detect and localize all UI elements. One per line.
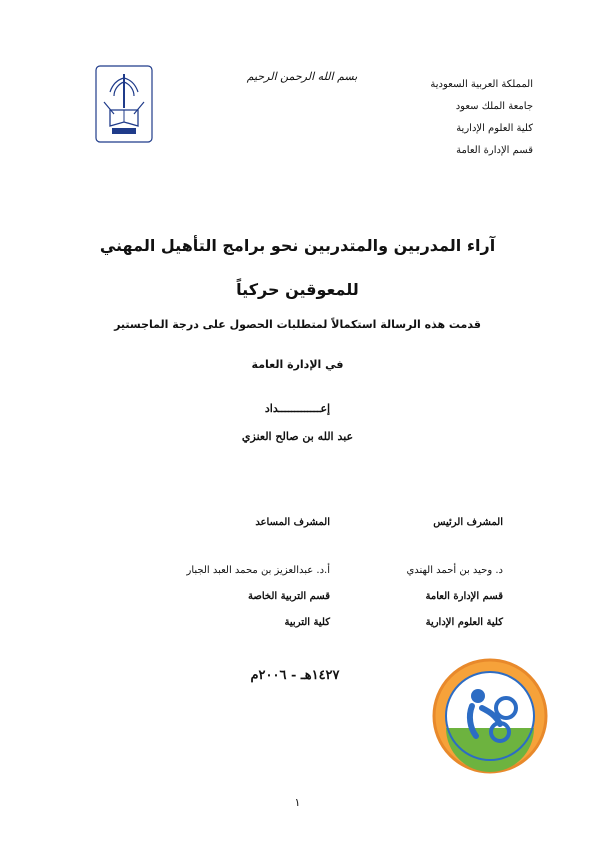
assistant-supervisor-dept: قسم التربية الخاصة bbox=[247, 591, 330, 602]
submission-statement-line1: قدمت هذه الرسالة استكمالاً لمتطلبات الحصول على درجة الماجستير bbox=[114, 318, 481, 331]
header-line-country: المملكة العربية السعودية bbox=[430, 79, 533, 90]
author-name: عبد الله بن صالح العنزي bbox=[241, 430, 354, 443]
basmala: بسم الله الرحمن الرحيم bbox=[246, 70, 358, 83]
university-logo-icon bbox=[90, 62, 158, 146]
assistant-supervisor-college: كلية التربية bbox=[284, 617, 330, 628]
assistant-supervisor-label: المشرف المساعد bbox=[255, 517, 330, 528]
institution-header bbox=[373, 74, 533, 162]
submission-date: ١٤٢٧هـ - ٢٠٠٦م bbox=[250, 668, 340, 683]
assistant-supervisor-name: أ.د. عبدالعزيز بن محمد العبد الجبار bbox=[186, 565, 330, 576]
thesis-title-line2: للمعوقين حركياً bbox=[236, 280, 359, 299]
main-supervisor-label: المشرف الرئيس bbox=[433, 517, 503, 528]
header-line-department: قسم الإدارة العامة bbox=[456, 145, 533, 156]
main-supervisor-name: د. وحيد بن أحمد الهندي bbox=[406, 565, 503, 576]
prepared-by-label: إعـــــــــــــداد bbox=[264, 402, 331, 415]
header-line-college: كلية العلوم الإدارية bbox=[456, 123, 533, 134]
main-supervisor-college: كلية العلوم الإدارية bbox=[425, 617, 503, 628]
header-line-university: جامعة الملك سعود bbox=[455, 101, 533, 112]
page-number: ١ bbox=[294, 796, 301, 809]
main-supervisor-dept: قسم الإدارة العامة bbox=[425, 591, 503, 602]
special-needs-forum-badge-icon bbox=[430, 656, 550, 776]
assistant-supervisor-block bbox=[110, 510, 330, 636]
thesis-title-line1: آراء المدربين والمتدربين نحو برامج التأهيل المهني bbox=[99, 236, 496, 255]
submission-statement-line2: في الإدارة العامة bbox=[251, 358, 344, 371]
